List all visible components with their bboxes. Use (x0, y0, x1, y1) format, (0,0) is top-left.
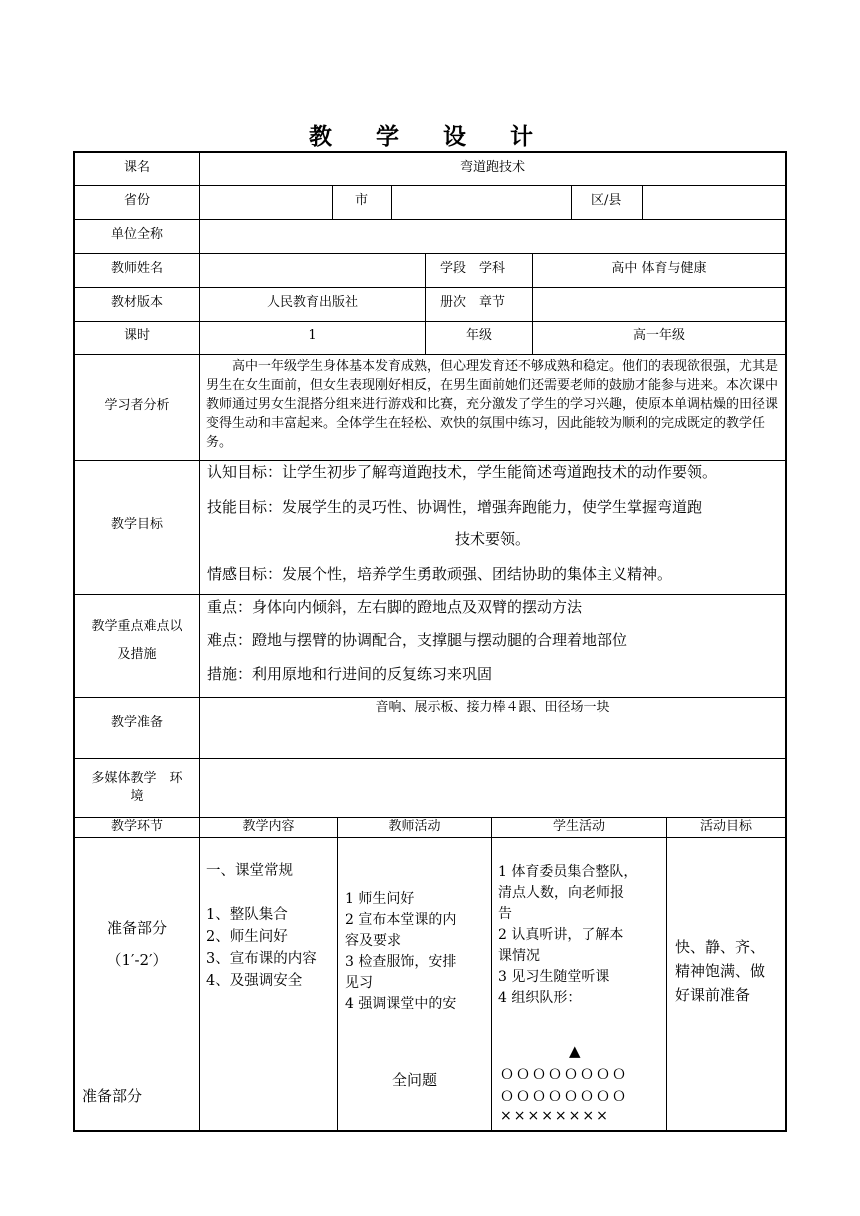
student-activity-item: 清点人数，向老师报 (498, 885, 624, 901)
teacher-activity-list (345, 889, 456, 1015)
header-goal: 活动目标 (699, 819, 752, 834)
student-activity-item: 告 (498, 906, 512, 922)
edition-value: 人民教育出版社 (266, 295, 358, 310)
unit-label: 单位全称 (110, 227, 163, 242)
teacher-activity-item: 见习 (345, 975, 373, 991)
teacher-activity-item: 容及要求 (345, 933, 401, 949)
header-teacher: 教师活动 (388, 819, 441, 834)
activity-goal-item: 快、静、齐、 (675, 938, 766, 956)
key-label-line-2: 及措施 (117, 647, 157, 662)
student-activity-list (498, 862, 637, 1009)
stage-label-repeat: 准备部分 (82, 1087, 143, 1105)
teacher-activity-item: 2 宣布本堂课的内 (345, 912, 457, 928)
student-activity-item: 1 体育委员集合整队， (498, 864, 638, 880)
student-activity-item: 4 组织队形： (498, 990, 582, 1006)
hours-value: 1 (308, 328, 317, 343)
goal-emotion: 情感目标：发展个性，培养学生勇敢顽强、团结协助的集体主义精神。 (207, 565, 673, 583)
student-activity-item: 2 认真听讲，了解本 (498, 927, 624, 943)
stage-label: 准备部分 (106, 919, 167, 937)
learner-label: 学习者分析 (104, 398, 170, 413)
activity-goal-item: 好课前准备 (675, 986, 751, 1004)
content-item: 1、整队集合 (206, 907, 288, 923)
stage-subject-label: 学段 学科 (440, 261, 506, 276)
grade-value: 高一年级 (632, 328, 685, 343)
key-label-line-1: 教学重点难点以 (91, 619, 183, 634)
formation-row-2: ＯＯＯＯＯＯＯＯ (500, 1089, 628, 1105)
goal-skill-line-2: 技术要领。 (454, 530, 530, 548)
hours-label: 课时 (123, 328, 150, 343)
difficulty: 难点：蹬地与摆臂的协调配合，支撑腿与摆动腿的合理着地部位 (207, 631, 628, 649)
district-label: 区/县 (591, 193, 622, 208)
content-item: 3、宣布课的内容 (206, 951, 317, 967)
content-spacer (206, 882, 317, 904)
key-point: 重点：身体向内倾斜，左右脚的蹬地点及双臂的摆动方法 (207, 598, 583, 616)
content-item: 2、师生问好 (206, 929, 288, 945)
student-activity-item: 3 见习生随堂听课 (498, 969, 610, 985)
teacher-activity-item: 4 强调课堂中的安 (345, 996, 457, 1012)
header-stage: 教学环节 (110, 819, 163, 834)
header-content: 教学内容 (242, 819, 295, 834)
formation-row-1: ＯＯＯＯＯＯＯＯ (500, 1067, 628, 1083)
course-name-label: 课名 (123, 160, 150, 175)
city-label: 市 (355, 193, 369, 208)
province-label: 省份 (123, 193, 150, 208)
content-item: 一、课堂常规 (206, 863, 293, 879)
goals-label: 教学目标 (110, 517, 163, 532)
content-list (206, 860, 317, 992)
teacher-label: 教师姓名 (110, 261, 163, 276)
measures: 措施：利用原地和行进间的反复练习来巩固 (207, 665, 493, 683)
stage-time: （1′-2′） (106, 951, 168, 969)
activity-goal-item: 精神饱满、做 (675, 962, 766, 980)
goal-skill-line-1: 技能目标：发展学生的灵巧性、协调性，增强奔跑能力，使学生掌握弯道跑 (207, 498, 703, 516)
page-title: 教 学 设 计 (308, 124, 552, 150)
course-name-value: 弯道跑技术 (459, 160, 525, 175)
prep-label: 教学准备 (110, 715, 163, 730)
goal-cognitive: 认知目标：让学生初步了解弯道跑技术，学生能简述弯道跑技术的动作要领。 (207, 463, 718, 481)
multimedia-label-line-2: 境 (130, 789, 144, 804)
volume-chapter-label: 册次 章节 (440, 295, 506, 310)
learner-analysis-text: 高中一年级学生身体基本发育成熟，但心理发育还不够成熟和稳定。他们的表现欲很强，尤其是男生在女生面前，但女生表现刚好相反，在男生面前她们还需要老师的鼓励才能参与进来。本次课中教师通过男女生混搭分组来进行游戏和比赛，充分激发了学生的学习兴趣，使原本单调枯燥的田径课变得生动和丰富起来。全体学生在轻松、欢快的氛围中练习，因此能较为顺利的完成既定的教学任务。 (206, 359, 779, 450)
formation-teacher-marker: ▲ (569, 1042, 583, 1060)
stage-subject-value: 高中 体育与健康 (611, 261, 707, 276)
teacher-activity-item: 3 检查服饰，安排 (345, 954, 457, 970)
student-activity-item: 课情况 (498, 948, 540, 964)
edition-label: 教材版本 (110, 295, 163, 310)
teacher-activity-item: 1 师生问好 (345, 891, 415, 907)
content-item: 4、及强调安全 (206, 973, 303, 989)
header-student: 学生活动 (552, 819, 605, 834)
teacher-activity-tail: 全问题 (391, 1071, 437, 1089)
grade-label: 年级 (465, 328, 492, 343)
formation-row-3: ×××××××× (500, 1108, 610, 1124)
multimedia-label-line-1: 多媒体教学 环 (91, 771, 183, 786)
prep-value: 音响、展示板、接力棒４跟、田径场一块 (375, 700, 610, 715)
activity-goal-list (675, 935, 765, 1007)
